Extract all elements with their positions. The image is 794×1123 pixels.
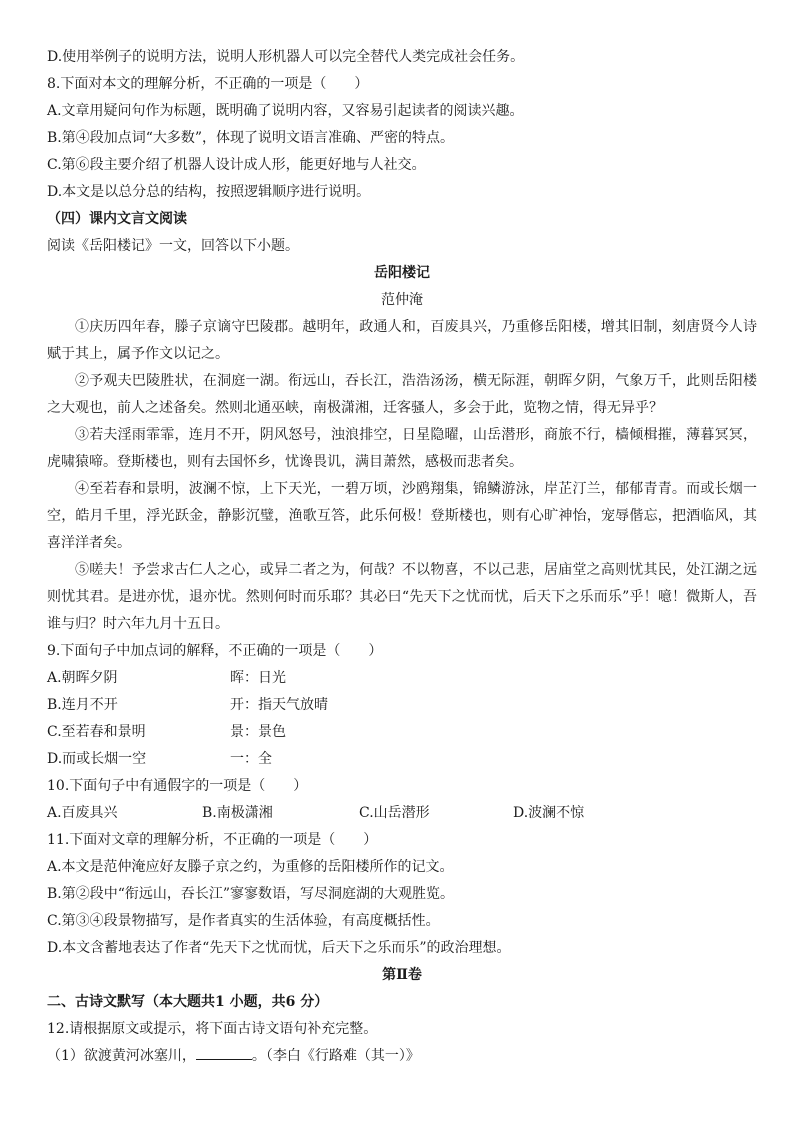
q9-option-c-gloss: 景：景色 bbox=[230, 724, 286, 740]
q10-option-c: C.山岳潜形 bbox=[359, 805, 430, 821]
q9-option-d bbox=[47, 746, 757, 773]
q9-option-b-sentence: B.连月不开 bbox=[47, 697, 118, 713]
q9-option-c bbox=[47, 719, 757, 746]
q8-option-a: A.文章用疑问句作为标题，既明确了说明内容，又容易引起读者的阅读兴趣。 bbox=[47, 103, 524, 119]
section4-heading: （四）课内文言文阅读 bbox=[47, 211, 187, 227]
passage-paragraph-3: ③若夫淫雨霏霏，连月不开，阴风怒号，浊浪排空，日星隐曜，山岳潜形，商旅不行，樯倾楫摧，薄暮冥冥，虎啸猿啼。登斯楼也，则有去国怀乡，忧谗畏讥，满目萧然，感极而悲者矣。 bbox=[47, 427, 757, 470]
exam-page bbox=[47, 44, 757, 1070]
part2-heading: 二、古诗文默写（本大题共1 小题，共6 分） bbox=[47, 994, 329, 1010]
q12-stem: 12.请根据原文或提示，将下面古诗文语句补充完整。 bbox=[47, 1021, 378, 1037]
q10-option-d: D.波澜不惊 bbox=[513, 805, 585, 821]
q9-stem: 9.下面句子中加点词的解释，不正确的一项是（ ） bbox=[47, 643, 383, 659]
q8-option-c: C.第⑥段主要介绍了机器人设计成人形，能更好地与人社交。 bbox=[47, 157, 426, 173]
q11-option-b: B.第②段中“衔远山，吞长江”寥寥数语，写尽洞庭湖的大观胜览。 bbox=[47, 886, 455, 902]
q11-option-d: D.本文含蓄地表达了作者“先天下之忧而忧，后天下之乐而乐”的政治理想。 bbox=[47, 940, 511, 956]
passage-author: 范仲淹 bbox=[381, 292, 423, 308]
q11-stem: 11.下面对文章的理解分析，不正确的一项是（ ） bbox=[47, 832, 378, 848]
q9-option-c-sentence: C.至若春和景明 bbox=[47, 724, 146, 740]
q11-option-c: C.第③④段景物描写，是作者真实的生活体验，有高度概括性。 bbox=[47, 913, 440, 929]
q9-option-b bbox=[47, 692, 757, 719]
section4-instruction: 阅读《岳阳楼记》一文，回答以下小题。 bbox=[47, 238, 299, 254]
q10-stem: 10.下面句子中有通假字的一项是（ ） bbox=[47, 778, 308, 794]
passage-paragraph-2: ②予观夫巴陵胜状，在洞庭一湖。衔远山，吞长江，浩浩汤汤，横无际涯，朝晖夕阴，气象万千，此则岳阳楼之大观也，前人之述备矣。然则北通巫峡，南极潇湘，迁客骚人，多会于此，览物之情，得无异乎？ bbox=[47, 373, 757, 416]
passage-paragraph-1: ①庆历四年春，滕子京谪守巴陵郡。越明年，政通人和，百废具兴，乃重修岳阳楼，增其旧制，刻唐贤今人诗赋于其上，属予作文以记之。 bbox=[47, 319, 757, 362]
q10-option-b: B.南极潇湘 bbox=[202, 805, 273, 821]
q8-option-b: B.第④段加点词“大多数”，体现了说明文语言准确、严密的特点。 bbox=[47, 130, 455, 146]
q11-option-a: A.本文是范仲淹应好友滕子京之约，为重修的岳阳楼所作的记文。 bbox=[47, 859, 454, 875]
q9-option-d-sentence: D.而或长烟一空 bbox=[47, 751, 147, 767]
q12-item-1-before: （1）欲渡黄河冰塞川， bbox=[47, 1048, 196, 1064]
answer-blank[interactable] bbox=[196, 1043, 252, 1060]
passage-paragraph-5: ⑤嗟夫！予尝求古仁人之心，或异二者之为，何哉？不以物喜，不以己悲，居庙堂之高则忧其民，处江湖之远则忧其君。是进亦忧，退亦忧。然则何时而乐耶？其必曰“先天下之忧而忧，后天下之乐而乐”乎！噫！微斯人，吾谁与归？时六年九月十五日。 bbox=[47, 562, 757, 632]
q12-item-1 bbox=[47, 1043, 757, 1070]
q12-item-1-after: 。（李白《行路难（其一）》 bbox=[251, 1048, 420, 1064]
q8-option-d: D.本文是以总分总的结构，按照逻辑顺序进行说明。 bbox=[47, 184, 371, 200]
volume-heading: 第Ⅱ卷 bbox=[382, 967, 422, 983]
q10-option-a: A.百废具兴 bbox=[47, 805, 118, 821]
q9-option-b-gloss: 开：指天气放晴 bbox=[230, 697, 328, 713]
q9-option-a bbox=[47, 665, 757, 692]
q10-options bbox=[47, 800, 757, 827]
q7-option-d: D.使用举例子的说明方法，说明人形机器人可以完全替代人类完成社会任务。 bbox=[47, 49, 525, 65]
passage-title: 岳阳楼记 bbox=[374, 265, 430, 281]
q9-option-d-gloss: 一：全 bbox=[230, 751, 272, 767]
q9-option-a-sentence: A.朝晖夕阴 bbox=[47, 670, 118, 686]
q9-option-a-gloss: 晖：日光 bbox=[230, 670, 286, 686]
q8-stem: 8.下面对本文的理解分析，不正确的一项是（ ） bbox=[47, 76, 369, 92]
passage-paragraph-4: ④至若春和景明，波澜不惊，上下天光，一碧万顷，沙鸥翔集，锦鳞游泳，岸芷汀兰，郁郁青青。而或长烟一空，皓月千里，浮光跃金，静影沉璧，渔歌互答，此乐何极！登斯楼也，则有心旷神怡，宠辱偕忘，把酒临风，其喜洋洋者矣。 bbox=[47, 481, 757, 551]
